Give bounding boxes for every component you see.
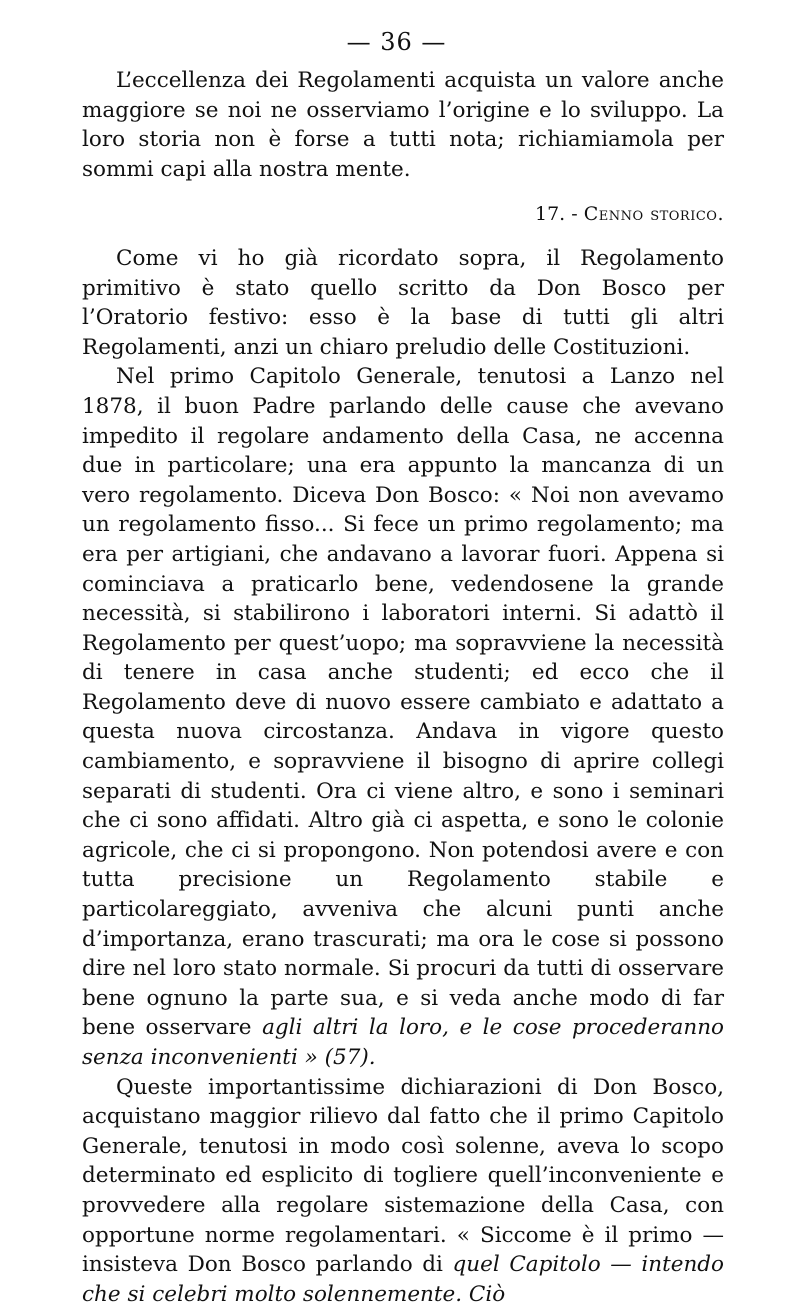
quote-text: Nel primo Capitolo Generale, tenutosi a Lanzo nel 1878, il buon Padre parlando delle cause che avevano impedito il regolare andamento della Casa, ne accenna due in particolare; una era appunto la mancanza di un vero regolamento. Diceva Don Bosco: « Noi non avevamo un regolamento fisso... Si fece un primo regolamento; ma era per artigiani, che andavano a lavorar fuori. Appena si cominciava a praticarlo bene, vedendosene la grande necessità, si stabilirono i laboratori interni. Si adattò il Regolamento per quest’uopo; ma sopravviene la necessità di tenere in casa anche studenti; ed ecco che il Regolamento deve di nuovo essere cambiato e adattato a questa nuova circostanza. Andava in vigore questo cambiamento, e sopravviene il bisogno di aprire collegi separati di studenti. Ora ci viene altro, e sono i seminari che ci sono affidati. Altro già ci aspetta, e sono le colonie agricole, che ci si propongono. Non potendosi avere e con tutta precisione un Regolamento stabile e particolareggiato, avveniva che alcuni punti anche d’importanza, erano trascurati; ma ora le cose si possono dire nel loro stato normale. Si procuri da tutti di osservare bene ognuno la parte sua, e si veda anche modo di far bene osservare <box>82 364 724 1041</box>
section-number: 17. - <box>534 203 578 226</box>
section-heading <box>82 184 724 244</box>
page-number: — 36 — <box>346 28 447 56</box>
paragraph-text-italic: quel Capitolo — intendo che si celebri molto solennemente. Ciò <box>82 1252 725 1307</box>
paragraph-text: Queste importantissime dichiarazioni di Don Bosco, acquistano maggior rilievo dal fatto che il primo Capitolo Generale, tenutosi in modo così solenne, aveva lo scopo determinato ed esplicito di togliere quell’inconveniente e provvedere alla regolare sistemazione della Casa, con opportune norme regolamentari. « Siccome è il primo — insisteva Don Bosco parlando di <box>82 1074 724 1278</box>
paragraph-regolamento-primitivo: Come vi ho già ricordato sopra, il Regolamento primitivo è stato quello scritto da Don Bosco per l’Oratorio festivo: esso è la base di tutti gli altri Regolamenti, anzi un chiaro preludio delle Costituzioni. <box>82 245 724 360</box>
quote-text-italic: agli altri la loro, e le cose procederanno senza inconvenienti » (57). <box>82 1015 724 1070</box>
paragraph-primo-capitolo <box>82 362 724 1072</box>
paragraph-dichiarazioni <box>82 1073 724 1309</box>
paragraph-intro: L’eccellenza dei Regolamenti acquista un valore anche maggiore se noi ne osserviamo l’origine e lo sviluppo. La loro storia non è forse a tutti nota; richiamiamola per sommi capi alla nostra mente. <box>82 68 724 182</box>
section-title: Cenno storico. <box>583 203 724 226</box>
